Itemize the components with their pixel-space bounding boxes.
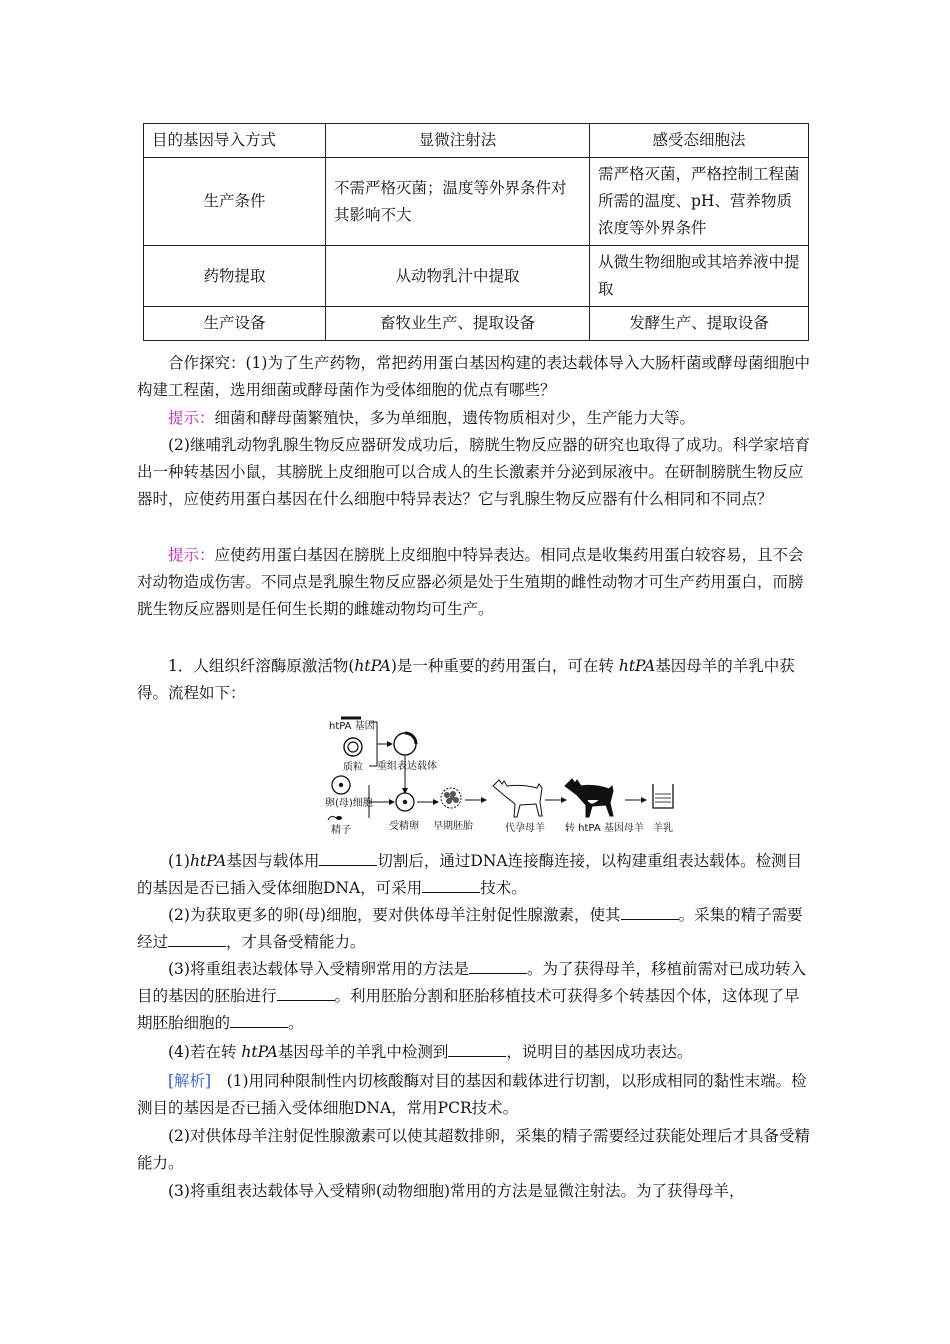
answer-blank[interactable] xyxy=(230,1012,288,1028)
gene-name: htPA xyxy=(241,1043,278,1061)
diagram-label-surrogate: 代孕母羊 xyxy=(505,823,545,834)
question-2 xyxy=(137,902,813,956)
gene-name: htPA xyxy=(189,852,227,870)
text-run: 基因母羊的羊乳中获得。流程如下： xyxy=(137,657,795,702)
table-cell: 显微注射法 xyxy=(326,124,590,158)
text-run: )是一种重要的药用蛋白，可在转 xyxy=(390,657,614,675)
text-run: 。采集的精子需要经过 xyxy=(137,906,803,951)
plasmid-icon xyxy=(344,738,362,756)
analysis-text: (1)用同种限制性内切核酸酶对目的基因和载体进行切割，以形成相同的黏性末端。检测目的基因是否已插入受体细胞DNA，常用PCR技术。 xyxy=(137,1072,807,1117)
hint-label: 提示： xyxy=(168,409,215,427)
text-run: (3)将重组表达载体导入受精卵常用的方法是 xyxy=(168,960,469,978)
table-cell: 从动物乳汁中提取 xyxy=(326,246,590,307)
hint-label: 提示： xyxy=(168,546,215,564)
problem-intro xyxy=(137,653,813,707)
gene-name: htPA xyxy=(618,657,656,675)
answer-text: 细菌和酵母菌繁殖快，多为单细胞，遗传物质相对少，生产能力大等。 xyxy=(214,409,696,427)
arrow-head xyxy=(389,799,395,805)
table-cell: 发酵生产、提取设备 xyxy=(590,307,809,341)
answer-blank[interactable] xyxy=(277,985,335,1001)
embryo-cells xyxy=(444,791,459,804)
text-run: 基因与载体用 xyxy=(226,852,320,870)
egg-nucleus xyxy=(339,783,343,787)
table-row xyxy=(144,158,809,246)
process-flow-diagram xyxy=(325,714,705,846)
analysis-paragraph-1 xyxy=(137,1068,813,1122)
explore-question-2: (2)继哺乳动物乳腺生物反应器研发成功后，膀胱生物反应器的研究也取得了成功。科学家培育出一种转基因小鼠，其膀胱上皮细胞可以合成人的生长激素并分泌到尿液中。在研制膀胱生物反应器时，应使药用蛋白基因在什么细胞中特异表达？它与乳腺生物反应器有什么相同和不同点？ xyxy=(137,436,810,508)
transgenic-goat-icon xyxy=(565,779,613,817)
diagram-label-zygote: 受精卵 xyxy=(389,821,419,832)
text-run: 。 xyxy=(288,1014,304,1032)
answer-blank[interactable] xyxy=(448,1041,506,1057)
diagram-label-transgenic: 转 htPA 基因母羊 xyxy=(565,823,644,834)
text-run: ，才具备受精能力。 xyxy=(226,933,366,951)
arrow-head xyxy=(387,741,393,747)
zygote-nucleus xyxy=(403,800,407,804)
answer-blank[interactable] xyxy=(319,850,377,866)
table-cell: 需严格灭菌，严格控制工程菌所需的温度、pH、营养物质浓度等外界条件 xyxy=(590,158,809,246)
text-run: (4)若在转 xyxy=(168,1043,237,1061)
arrow-head xyxy=(641,797,647,803)
text-run: (2)为获取更多的卵(母)细胞，要对供体母羊注射促性腺激素，使其 xyxy=(168,906,621,924)
text-run: 切割后，通过DNA连接酶连接，以构建重组表达载体。检测目的基因是否已插入受体细胞DNA，可采用 xyxy=(137,852,803,897)
arrow-head xyxy=(561,797,567,803)
analysis-label: [解析] xyxy=(168,1072,212,1090)
table-cell: 生产设备 xyxy=(144,307,326,341)
surrogate-goat-icon xyxy=(493,780,542,817)
question-4 xyxy=(137,1039,813,1066)
answer-blank[interactable] xyxy=(168,931,226,947)
text-run: ，说明目的基因成功表达。 xyxy=(506,1043,693,1061)
diagram-label-vector: 重组表达载体 xyxy=(377,761,437,772)
table-cell: 药物提取 xyxy=(144,246,326,307)
analysis-paragraph-2: (2)对供体母羊注射促性腺激素可以使其超数排卵，采集的精子需要经过获能处理后才具备受精能力。 xyxy=(137,1127,810,1172)
question-3 xyxy=(137,956,813,1037)
table-cell: 畜牧业生产、提取设备 xyxy=(326,307,590,341)
text-run: 基因母羊的羊乳中检测到 xyxy=(277,1043,449,1061)
plasmid-inner-ring xyxy=(348,742,358,752)
text-run: 。利用胚胎分割和胚胎移植技术可获得多个转基因个体，这体现了早期胚胎细胞的 xyxy=(137,987,800,1032)
explore-question-1: 合作探究：(1)为了生产药物，常把药用蛋白基因构建的表达载体导入大肠杆菌或酵母菌细胞中构建工程菌，选用细菌或酵母菌作为受体细胞的优点有哪些？ xyxy=(137,354,810,399)
arrow-head xyxy=(433,799,439,805)
diagram-label-milk: 羊乳 xyxy=(653,823,673,834)
text-run: 。为了获得母羊，移植前需对已成功转入目的基因的胚胎进行 xyxy=(137,960,806,1005)
beaker-icon xyxy=(653,784,673,808)
vector-insert-mark xyxy=(405,733,416,744)
gene-name: htPA xyxy=(354,657,391,675)
table-cell: 感受态细胞法 xyxy=(590,124,809,158)
answer-blank[interactable] xyxy=(621,904,679,920)
arrow-head xyxy=(481,797,487,803)
table-row xyxy=(144,246,809,307)
answer-blank[interactable] xyxy=(469,958,527,974)
answer-text: 应使药用蛋白基因在膀胱上皮细胞中特异表达。相同点是收集药用蛋白较容易，且不会对动物造成伤害。不同点是乳腺生物反应器必须是处于生殖期的雌性动物才可生产药用蛋白，而膀胱生物反应器则是任何生长期的雌雄动物均可生产。 xyxy=(137,546,804,618)
diagram-label-egg: 卵(母)细胞 xyxy=(325,798,373,809)
table-cell: 不需严格灭菌；温度等外界条件对其影响不大 xyxy=(326,158,590,246)
table-cell: 目的基因导入方式 xyxy=(144,124,326,158)
diagram-label-plasmid: 质粒 xyxy=(343,762,363,773)
explore-answer-2 xyxy=(137,542,813,623)
sperm-tail xyxy=(328,816,336,820)
table-header-row xyxy=(144,124,809,158)
analysis-paragraph-3: (3)将重组表达载体导入受精卵(动物细胞)常用的方法是显微注射法。为了获得母羊， xyxy=(168,1182,745,1200)
table-row xyxy=(144,307,809,341)
milk-level-lines xyxy=(655,794,671,802)
diagram-label-gene: htPA 基因 xyxy=(329,721,375,732)
question-1 xyxy=(137,848,813,902)
explore-answer-1 xyxy=(137,405,813,432)
comparison-table xyxy=(143,123,809,341)
diagram-label-sperm: 精子 xyxy=(331,825,351,836)
table-cell: 生产条件 xyxy=(144,158,326,246)
text-run: 技术。 xyxy=(480,879,527,897)
table-cell: 从微生物细胞或其培养液中提取 xyxy=(590,246,809,307)
text-run: (1) xyxy=(168,852,190,870)
answer-blank[interactable] xyxy=(422,877,480,893)
text-run: 1．人组织纤溶酶原激活物( xyxy=(168,657,355,675)
sperm-icon xyxy=(336,816,342,820)
diagram-label-embryo: 早期胚胎 xyxy=(433,821,473,832)
